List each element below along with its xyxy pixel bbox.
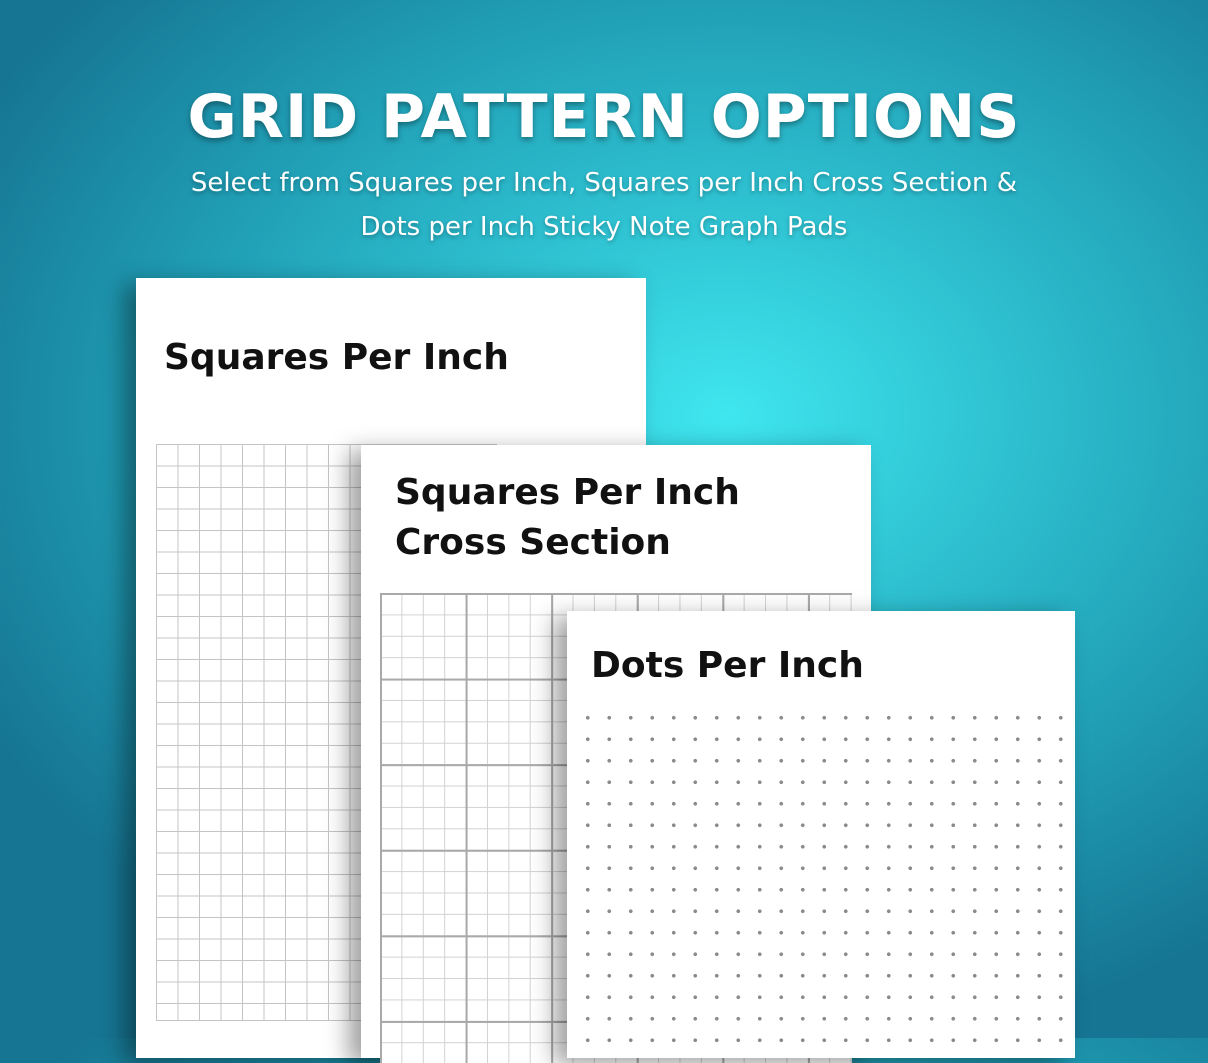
sheet-title-squares-per-inch: Squares Per Inch [164, 337, 509, 378]
subtitle-line-1: Select from Squares per Inch, Squares per Inch Cross Section & [190, 168, 1018, 198]
sheet-title-dots-per-inch: Dots Per Inch [591, 645, 864, 686]
sheet-title-cross-section [395, 468, 740, 568]
sheet-title-line-2: Cross Section [395, 522, 671, 563]
dots-per-inch-sheet [567, 611, 1075, 1058]
page-title: GRID PATTERN OPTIONS [187, 82, 1021, 152]
subtitle-line-2: Dots per Inch Sticky Note Graph Pads [360, 212, 848, 242]
dot-grid-pattern [577, 707, 1065, 1058]
sheet-title-line-1: Squares Per Inch [395, 472, 740, 513]
